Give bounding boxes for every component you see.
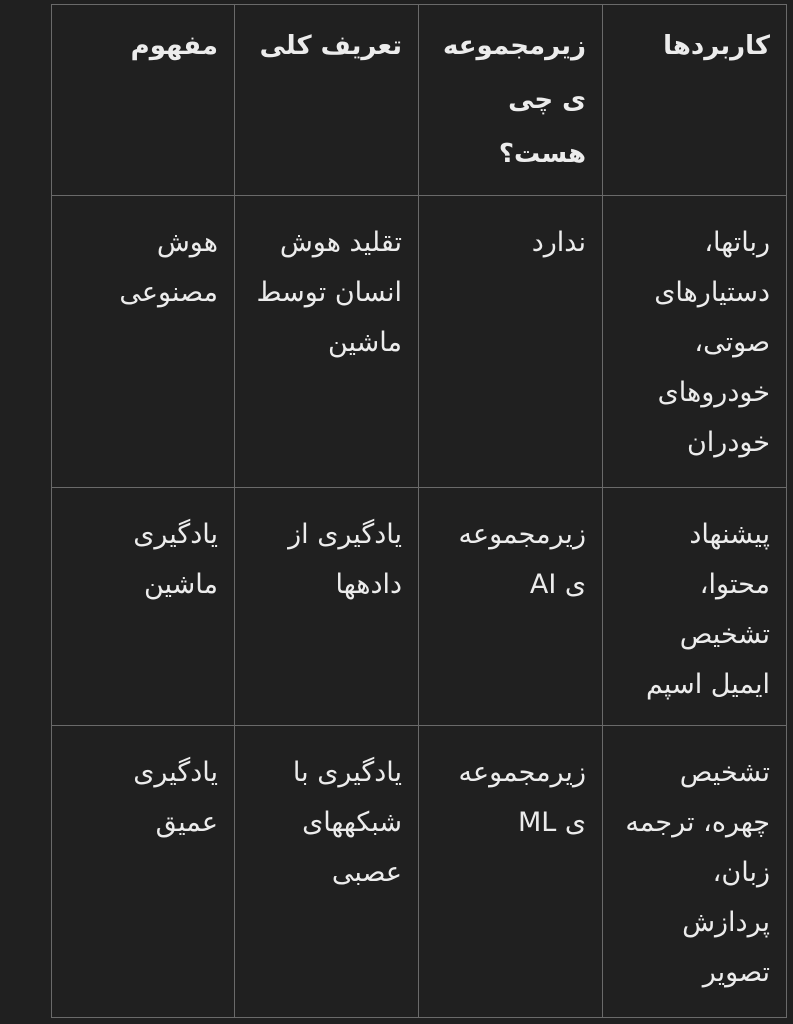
cell-definition: یادگیری با شبکههای عصبی <box>235 726 419 1018</box>
header-concept: مفهوم <box>52 5 235 196</box>
cell-subset: ندارد <box>419 196 603 488</box>
table-row <box>52 726 787 1018</box>
cell-concept: هوش مصنوعی <box>52 196 235 488</box>
cell-definition: تقلید هوش انسان توسط ماشین <box>235 196 419 488</box>
cell-applications: تشخیص چهره، ترجمه زبان، پردازش تصویر <box>603 726 787 1018</box>
table-header-row <box>52 5 787 196</box>
cell-subset: زیرمجموعه ی AI <box>419 488 603 726</box>
concepts-table <box>51 4 787 1018</box>
header-subset: زیرمجموعه ی چی هست؟ <box>419 5 603 196</box>
cell-subset: زیرمجموعه ی ML <box>419 726 603 1018</box>
header-applications: کاربردها <box>603 5 787 196</box>
cell-concept: یادگیری ماشین <box>52 488 235 726</box>
table-row <box>52 196 787 488</box>
cell-definition: یادگیری از دادهها <box>235 488 419 726</box>
cell-applications: پیشنهاد محتوا، تشخیص ایمیل اسپم <box>603 488 787 726</box>
cell-concept: یادگیری عمیق <box>52 726 235 1018</box>
cell-applications: رباتها، دستیارهای صوتی، خودروهای خودران <box>603 196 787 488</box>
header-definition: تعریف کلی <box>235 5 419 196</box>
table-row <box>52 488 787 726</box>
